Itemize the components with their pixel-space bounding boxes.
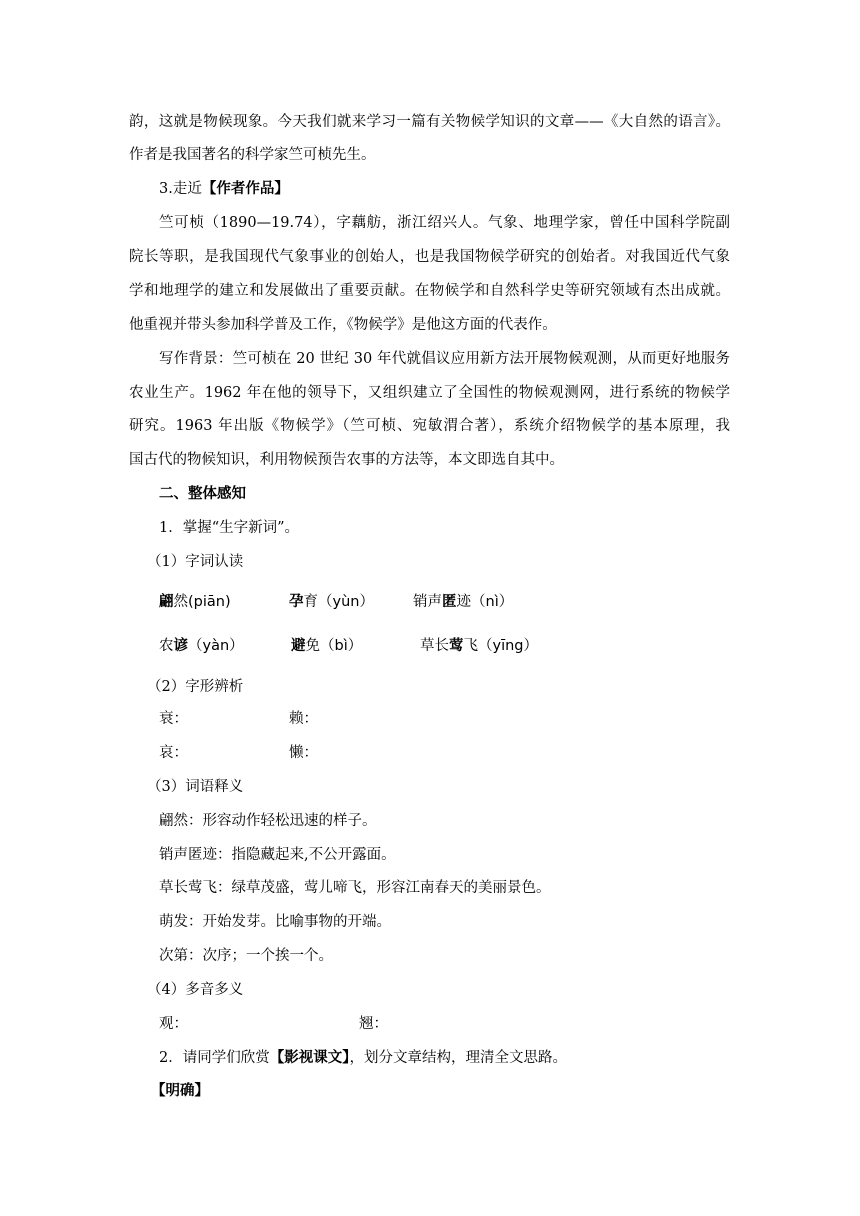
definition-5: 次第：次序；一个挨一个。 (159, 948, 333, 964)
item2-suffix: ，划分文章结构，理清全文思路。 (349, 1050, 567, 1066)
section2-heading: 二、整体感知 (159, 485, 246, 502)
background-line-4: 国古代的物候知识，利用物候预告农事的方法等，本文即选自其中。 (129, 452, 564, 468)
reading-pianran: 翩然(piān) (159, 594, 231, 610)
background-line-2: 农业生产。1962 年在他的领导下，又组织建立了全国性的物候观测网，进行系统的物候学 (129, 385, 730, 401)
sub3-heading: （3）词语释义 (147, 779, 244, 795)
reading-bimian: 避免（bì） (291, 638, 363, 654)
reading-nongyan: 农谚（yàn） (159, 638, 244, 654)
bio-line-2: 院长等职，是我国现代气象事业的创始人，也是我国物候学研究的创始者。对我国近代气象 (129, 249, 730, 265)
reading-yunyu: 孕育（yùn） (289, 594, 374, 610)
poly-item-guan: 观： (159, 1016, 188, 1032)
sub2-heading: （2）字形辨析 (147, 679, 244, 695)
reading-xiaoshengniji: 销声匿迹（nì） (413, 594, 514, 610)
author-heading (159, 179, 289, 199)
bio-line-4: 他重视并带头参加科学普及工作，《物候学》是他这方面的代表作。 (129, 317, 557, 333)
poly-item-qiao: 翘： (359, 1016, 388, 1032)
shape-item-lai: 赖： (289, 711, 318, 727)
background-line-3: 研究。1963 年出版《物候学》（竺可桢、宛敏渭合著），系统介绍物候学的基本原理，我 (129, 418, 730, 434)
item1-text: 1．掌握“生字新词”。 (159, 520, 300, 536)
item2-text (159, 1048, 567, 1068)
item2-bold: 【影视课文】 (269, 1049, 350, 1066)
sub1-heading: （1）字词认读 (147, 554, 244, 570)
bio-line-1: 竺可桢（1890—19.74），字藕舫，浙江绍兴人。气象、地理学家，曾任中国科学院副 (159, 215, 730, 231)
bio-line-3: 学和地理学的建立和发展做出了重要贡献。在物候学和自然科学史等研究领域有杰出成就。 (129, 283, 730, 299)
author-heading-bold: 【作者作品】 (201, 180, 289, 197)
definition-2: 销声匿迹：指隐藏起来,不公开露面。 (159, 847, 396, 863)
intro-line-2: 作者是我国著名的科学家竺可桢先生。 (129, 147, 376, 163)
intro-line-1: 韵，这就是物候现象。今天我们就来学习一篇有关物候学知识的文章——《大自然的语言》。 (129, 114, 730, 130)
shape-item-lan: 懒： (289, 745, 318, 761)
shape-item-shuai: 衰： (159, 711, 188, 727)
clarify-label: 【明确】 (151, 1082, 209, 1099)
reading-caozhangyingfei: 草长莺飞（yīng） (420, 638, 539, 654)
item2-prefix: 2．请同学们欣赏 (159, 1050, 270, 1066)
author-heading-prefix: 3.走近 (159, 181, 202, 197)
definition-1: 翩然：形容动作轻松迅速的样子。 (159, 813, 377, 829)
shape-item-ai: 哀： (159, 745, 188, 761)
background-line-1: 写作背景：竺可桢在 20 世纪 30 年代就倡议应用新方法开展物候观测，从而更好地服务 (159, 351, 730, 367)
definition-4: 萌发：开始发芽。比喻事物的开端。 (159, 914, 391, 930)
sub4-heading: （4）多音多义 (147, 982, 244, 998)
definition-3: 草长莺飞：绿草茂盛，莺儿啼飞，形容江南春天的美丽景色。 (159, 880, 551, 896)
